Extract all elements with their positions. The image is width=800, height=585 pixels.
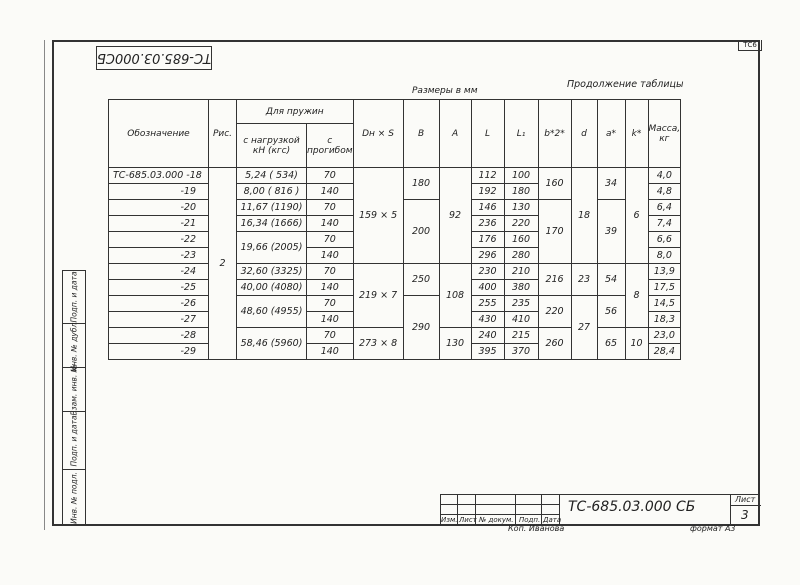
- cell-l: 176: [471, 232, 504, 248]
- sidebar-cell: [63, 411, 85, 469]
- spec-table: [108, 99, 681, 360]
- copyist-name: Коп. Иванова: [508, 524, 565, 533]
- hdr-d: d: [571, 100, 597, 168]
- cell-l1: 280: [504, 248, 538, 264]
- cell-d: 23: [571, 264, 597, 296]
- table-row-designation: -29: [109, 344, 209, 360]
- cell-mass: 6,6: [648, 232, 681, 248]
- cell-l: 236: [471, 216, 504, 232]
- cell-mass: 14,5: [648, 296, 681, 312]
- table-row-designation: -22: [109, 232, 209, 248]
- hdr-dn-s: Dн × S: [353, 100, 403, 168]
- cell-load: 48,60 (4955): [237, 296, 307, 328]
- cell-b2: 216: [538, 264, 571, 296]
- cell-a: 130: [439, 328, 471, 360]
- cell-l: 400: [471, 280, 504, 296]
- cell-b: 180: [403, 168, 439, 200]
- cell-b2: 260: [538, 328, 571, 360]
- cell-l: 255: [471, 296, 504, 312]
- hdr-fig: Рис.: [209, 100, 237, 168]
- cell-b2: 160: [538, 168, 571, 200]
- cell-load: 40,00 (4080): [237, 280, 307, 296]
- cell-l: 146: [471, 200, 504, 216]
- cell-defl: 140: [307, 280, 354, 296]
- cell-load: 16,34 (1666): [237, 216, 307, 232]
- hdr-load: с нагрузкой кН (кгс): [237, 124, 307, 168]
- cell-b: 250: [403, 264, 439, 296]
- cell-defl: 140: [307, 344, 354, 360]
- hdr-designation: Обозначение: [109, 100, 209, 168]
- sidebar-cell: [63, 271, 85, 323]
- sheet-box: [730, 494, 761, 526]
- sidebar-label: Подп. и дата: [69, 414, 79, 467]
- cell-l1: 370: [504, 344, 538, 360]
- sidebar-label: Подп. и дата: [69, 271, 79, 323]
- table-row-designation: -25: [109, 280, 209, 296]
- tb-label-date: Дата: [543, 516, 562, 524]
- cell-b: 200: [403, 200, 439, 264]
- cell-defl: 70: [307, 328, 354, 344]
- cell-defl: 70: [307, 264, 354, 280]
- hdr-l1: L₁: [504, 100, 538, 168]
- cell-mass: 13,9: [648, 264, 681, 280]
- cell-dn: 159 × 5: [353, 168, 403, 264]
- cell-d: 27: [571, 296, 597, 360]
- sidebar-label: Инв. № дубл.: [69, 319, 79, 372]
- cell-k: 8: [625, 264, 648, 328]
- cell-mass: 28,4: [648, 344, 681, 360]
- sidebar-label: Взам. инв. №: [69, 364, 79, 415]
- sidebar-cell: [63, 364, 85, 415]
- cell-load: 19,66 (2005): [237, 232, 307, 264]
- cell-a-star: 34: [597, 168, 625, 200]
- cell-l1: 100: [504, 168, 538, 184]
- doc-code-stamp: ТС-685.03.000СБ: [96, 46, 212, 70]
- cell-l: 430: [471, 312, 504, 328]
- cell-l: 395: [471, 344, 504, 360]
- hdr-mass: Масса, кг: [648, 100, 681, 168]
- title-block: [440, 494, 760, 526]
- cell-k: 10: [625, 328, 648, 360]
- cell-load: 11,67 (1190): [237, 200, 307, 216]
- hdr-b: B: [403, 100, 439, 168]
- cell-l: 240: [471, 328, 504, 344]
- table-row-designation: -24: [109, 264, 209, 280]
- table-row-designation: -21: [109, 216, 209, 232]
- sheet-number: 3: [741, 508, 749, 522]
- cell-l: 230: [471, 264, 504, 280]
- cell-b: 290: [403, 296, 439, 360]
- cell-k: 6: [625, 168, 648, 264]
- cell-a-star: 65: [597, 328, 625, 360]
- sidebar-label: Инв. № подл.: [69, 471, 79, 524]
- cell-defl: 70: [307, 200, 354, 216]
- table-row-designation: -20: [109, 200, 209, 216]
- cell-l1: 220: [504, 216, 538, 232]
- cell-load: 32,60 (3325): [237, 264, 307, 280]
- cell-mass: 4,8: [648, 184, 681, 200]
- cell-mass: 7,4: [648, 216, 681, 232]
- cell-b2: 170: [538, 200, 571, 264]
- cell-defl: 70: [307, 296, 354, 312]
- tb-label-doc: № докум.: [479, 516, 514, 524]
- title-block-grid: [440, 494, 560, 526]
- cell-mass: 8,0: [648, 248, 681, 264]
- cell-defl: 140: [307, 216, 354, 232]
- table-row-designation: -28: [109, 328, 209, 344]
- cell-defl: 140: [307, 248, 354, 264]
- cell-mass: 18,3: [648, 312, 681, 328]
- cell-dn: 219 × 7: [353, 264, 403, 328]
- cell-l1: 380: [504, 280, 538, 296]
- cell-fig: 2: [209, 168, 237, 360]
- table-row-designation: -19: [109, 184, 209, 200]
- cell-a: 108: [439, 264, 471, 328]
- table-row-designation: ТС-685.03.000 -18: [109, 168, 209, 184]
- cell-a-star: 39: [597, 200, 625, 264]
- cell-defl: 70: [307, 168, 354, 184]
- cell-b2: 220: [538, 296, 571, 328]
- cell-defl: 140: [307, 312, 354, 328]
- sidebar-cell: [63, 319, 85, 372]
- hdr-k: k*: [625, 100, 648, 168]
- table-row-designation: -27: [109, 312, 209, 328]
- format-label: формат А3: [690, 524, 736, 533]
- sheet-label: Лист: [735, 495, 756, 504]
- table-row-designation: -26: [109, 296, 209, 312]
- cell-l1: 410: [504, 312, 538, 328]
- corner-mark: ТС6: [738, 40, 762, 51]
- hdr-a-star: a*: [597, 100, 625, 168]
- cell-defl: 140: [307, 184, 354, 200]
- cell-l: 296: [471, 248, 504, 264]
- cell-load: 8,00 ( 816 ): [237, 184, 307, 200]
- cell-l1: 160: [504, 232, 538, 248]
- cell-l1: 210: [504, 264, 538, 280]
- hdr-a: A: [439, 100, 471, 168]
- cell-l: 112: [471, 168, 504, 184]
- cell-load: 58,46 (5960): [237, 328, 307, 360]
- cell-l1: 180: [504, 184, 538, 200]
- cell-mass: 6,4: [648, 200, 681, 216]
- tb-label-izm: Изм.: [441, 516, 458, 524]
- cell-l1: 215: [504, 328, 538, 344]
- hdr-deflection: с прогибом: [307, 124, 354, 168]
- cell-a-star: 54: [597, 264, 625, 296]
- cell-l1: 235: [504, 296, 538, 312]
- title-block-code: ТС-685.03.000 СБ: [568, 499, 696, 515]
- frame-margin-line: [44, 40, 45, 530]
- sidebar-stamp: [62, 270, 86, 526]
- hdr-l: L: [471, 100, 504, 168]
- hdr-b2: b*2*: [538, 100, 571, 168]
- caption-continued: Продолжение таблицы: [567, 79, 684, 90]
- cell-l: 192: [471, 184, 504, 200]
- cell-a: 92: [439, 168, 471, 264]
- table-row-designation: -23: [109, 248, 209, 264]
- tb-label-sign: Подп.: [519, 516, 541, 524]
- cell-a-star: 56: [597, 296, 625, 328]
- hdr-for-springs: Для пружин: [237, 100, 354, 124]
- cell-defl: 70: [307, 232, 354, 248]
- cell-dn: 273 × 8: [353, 328, 403, 360]
- sidebar-cell: [63, 469, 85, 525]
- cell-mass: 4,0: [648, 168, 681, 184]
- cell-load: 5,24 ( 534): [237, 168, 307, 184]
- tb-label-list: Лист: [459, 516, 477, 524]
- cell-mass: 23,0: [648, 328, 681, 344]
- cell-mass: 17,5: [648, 280, 681, 296]
- caption-dimensions: Размеры в мм: [412, 86, 478, 96]
- cell-d: 18: [571, 168, 597, 264]
- cell-l1: 130: [504, 200, 538, 216]
